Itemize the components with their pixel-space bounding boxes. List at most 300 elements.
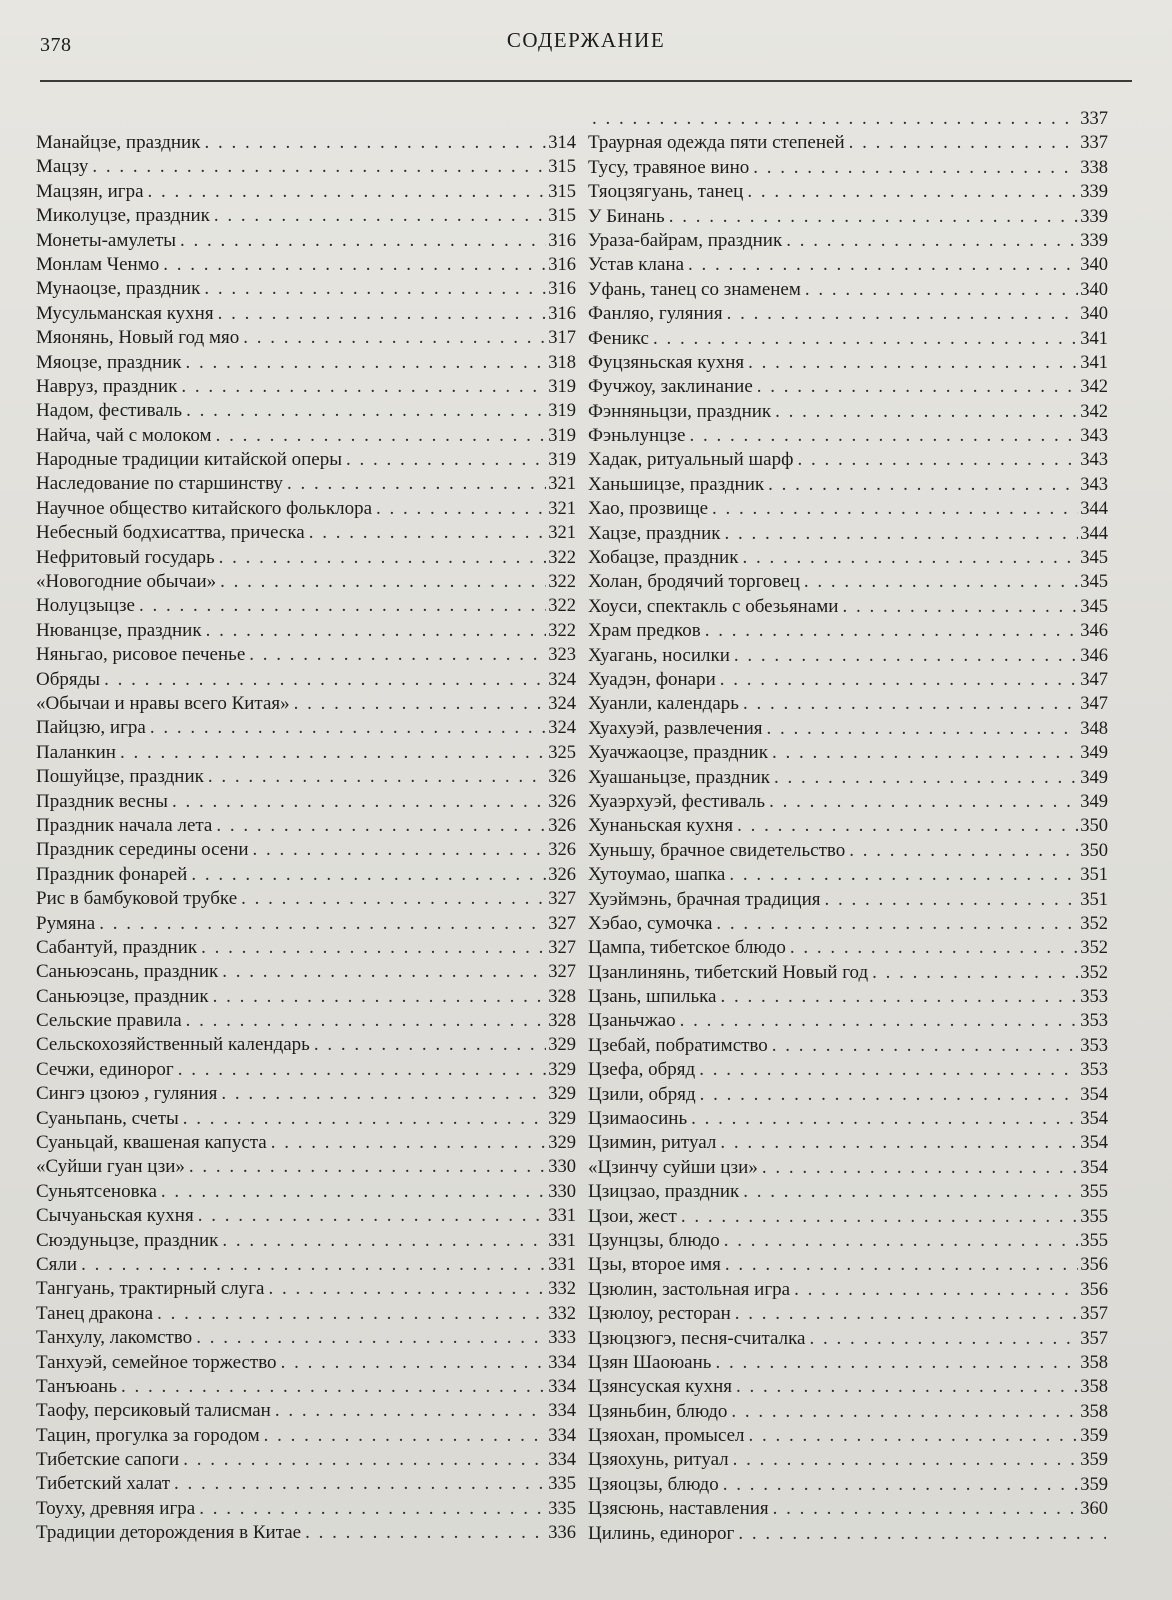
toc-entry-title: Манайцзе, праздник — [36, 132, 201, 153]
toc-entry-title: Ханьшицзе, праздник — [588, 473, 765, 495]
toc-entry — [588, 741, 1108, 765]
toc-entry-page: 337 — [1080, 133, 1108, 154]
toc-entry — [588, 1473, 1108, 1497]
toc-entry — [36, 155, 576, 179]
toc-entry-page: 343 — [1080, 450, 1108, 471]
toc-entry-title: Хуадэн, фонари — [588, 668, 716, 690]
dot-leader — [218, 302, 547, 326]
toc-entry-title: У Бинань — [588, 205, 665, 227]
toc-entry-title: Монлам Ченмо — [36, 253, 160, 275]
toc-entry-title: Сингэ цзоюэ , гуляния — [36, 1083, 218, 1105]
toc-entry — [588, 668, 1108, 692]
toc-entry-page: 327 — [548, 937, 576, 958]
toc-entry-page: 318 — [548, 352, 576, 373]
dot-leader — [762, 1156, 1078, 1180]
toc-entry-page: 358 — [1080, 1352, 1108, 1373]
toc-entry — [36, 1424, 576, 1448]
toc-entry-title: Небесный бодхисаттва, прическа — [36, 522, 305, 544]
dot-leader — [769, 790, 1078, 814]
toc-entry-title: Цзянсуская кухня — [588, 1376, 732, 1398]
toc-entry-page: 323 — [548, 645, 576, 666]
dot-leader — [824, 888, 1078, 912]
toc-entry-title: Хацзе, праздник — [588, 522, 721, 544]
toc-entry-title: Цзебай, побратимство — [588, 1034, 768, 1056]
dot-leader — [264, 1424, 547, 1448]
dot-leader — [691, 1107, 1078, 1131]
toc-entry-page: 330 — [548, 1157, 576, 1178]
toc-entry-page: 343 — [1080, 426, 1108, 447]
dot-leader — [196, 1326, 546, 1350]
toc-entry-page: 359 — [1080, 1426, 1108, 1447]
toc-entry-page: 358 — [1080, 1377, 1108, 1398]
toc-entry — [588, 961, 1108, 985]
toc-entry-title: Сычуаньская кухня — [36, 1205, 194, 1227]
toc-entry-page: 329 — [548, 1108, 576, 1129]
toc-entry-title: Тусу, травяное вино — [588, 156, 750, 178]
toc-entry-title: Танъюань — [36, 1375, 118, 1397]
toc-entry — [36, 863, 576, 887]
toc-entry-page: 349 — [1080, 743, 1108, 764]
toc-entry — [36, 1351, 576, 1375]
toc-entry-title: Сабантуй, праздник — [36, 936, 198, 958]
toc-entry-title: Мусульманская кухня — [36, 302, 214, 324]
toc-entry — [588, 1009, 1108, 1033]
toc-entry-page: 332 — [548, 1279, 576, 1300]
dot-leader — [198, 1204, 547, 1228]
toc-entry-title: Сечжи, единорог — [36, 1058, 174, 1080]
toc-entry — [36, 1058, 576, 1082]
toc-entry-title: Саньюэсань, праздник — [36, 961, 219, 983]
toc-entry-title: Хуагань, носилки — [588, 644, 730, 666]
toc-entry-page: 315 — [548, 206, 576, 227]
toc-entry — [36, 472, 576, 496]
toc-entry — [588, 497, 1108, 521]
toc-entry — [588, 912, 1108, 936]
toc-entry-page: 342 — [1080, 377, 1108, 398]
toc-entry-title: Мяоцзе, праздник — [36, 351, 182, 373]
toc-entry-title: Тибетские сапоги — [36, 1449, 180, 1471]
toc-entry — [36, 546, 576, 570]
dot-leader — [275, 1399, 546, 1423]
toc-entry — [36, 1375, 576, 1399]
toc-entry-page: 321 — [548, 523, 576, 544]
toc-entry-page: 329 — [548, 1035, 576, 1056]
toc-entry-title: Цзясюнь, наставления — [588, 1498, 769, 1520]
toc-entry — [588, 766, 1108, 790]
dot-leader — [222, 1229, 546, 1253]
toc-entry-title: Суаньпань, счеты — [36, 1107, 179, 1129]
toc-entry-title: Надом, фестиваль — [36, 400, 183, 422]
toc-entry — [36, 1326, 576, 1350]
dot-leader — [736, 1375, 1078, 1399]
dot-leader — [805, 278, 1078, 302]
dot-leader — [148, 180, 547, 204]
toc-entry — [588, 205, 1108, 229]
dot-leader — [735, 1302, 1078, 1326]
toc-entry-title: Мацзян, игра — [36, 180, 144, 202]
toc-entry — [36, 1399, 576, 1423]
toc-entry-title: Храм предков — [588, 620, 701, 642]
toc-entry-page: 322 — [548, 547, 576, 568]
toc-entry-page: 324 — [548, 669, 576, 690]
toc-entry — [36, 741, 576, 765]
toc-entry-page: 339 — [1080, 230, 1108, 251]
toc-entry — [36, 302, 576, 326]
toc-entry-title: Праздник середины осени — [36, 839, 249, 861]
toc-entry — [36, 887, 576, 911]
dot-leader — [220, 570, 546, 594]
toc-entry — [36, 277, 576, 301]
dot-leader — [720, 985, 1078, 1009]
toc-entry-title: Хуахуэй, развлечения — [588, 717, 763, 739]
toc-entry — [588, 253, 1108, 277]
dot-leader — [178, 1058, 547, 1082]
toc-entry-title: Цзунцзы, блюдо — [588, 1229, 720, 1251]
page-number: 378 — [40, 34, 72, 56]
toc-entry-page: 322 — [548, 620, 576, 641]
header-rule — [40, 80, 1132, 82]
dot-leader — [849, 131, 1079, 155]
toc-entry — [588, 1058, 1108, 1082]
toc-entry — [36, 424, 576, 448]
dot-leader — [705, 619, 1079, 643]
dot-leader — [219, 546, 547, 570]
toc-entry — [36, 1180, 576, 1204]
toc-entry-title: Устав клана — [588, 254, 685, 276]
toc-entry-page: 340 — [1080, 279, 1108, 300]
toc-entry — [36, 1521, 576, 1545]
toc-entry-page: 360 — [1080, 1499, 1108, 1520]
dot-leader — [186, 1009, 547, 1033]
toc-entry-page: 328 — [548, 1011, 576, 1032]
toc-entry-title: Сельские правила — [36, 1010, 182, 1032]
toc-entry-title: Цзюлин, застольная игра — [588, 1278, 791, 1300]
toc-entry-page: 344 — [1080, 523, 1108, 544]
toc-entry-page: 342 — [1080, 401, 1108, 422]
dot-leader — [690, 424, 1079, 448]
toc-entry-page: 331 — [548, 1206, 576, 1227]
toc-entry-page: 321 — [548, 498, 576, 519]
toc-entry — [36, 1497, 576, 1521]
dot-leader — [376, 497, 546, 521]
toc-entry — [588, 448, 1108, 472]
toc-entry — [36, 985, 576, 1009]
toc-entry-title: Праздник фонарей — [36, 863, 188, 885]
toc-entry-page: 350 — [1080, 840, 1108, 861]
toc-entry — [36, 399, 576, 423]
dot-leader — [724, 1229, 1079, 1253]
toc-entry-title: Тацин, прогулка за городом — [36, 1424, 260, 1446]
dot-leader — [208, 765, 546, 789]
toc-entry-page: 326 — [548, 815, 576, 836]
dot-leader — [775, 400, 1078, 424]
dot-leader — [716, 912, 1078, 936]
toc-entry-title: Праздник весны — [36, 790, 168, 812]
toc-entry-title: Хутоумао, шапка — [588, 864, 726, 886]
toc-entry — [36, 570, 576, 594]
dot-leader — [243, 326, 546, 350]
dot-leader — [592, 107, 1078, 131]
toc-entry-page: 347 — [1080, 669, 1108, 690]
toc-entry — [588, 644, 1108, 668]
toc-entry-title: Тяоцзягуань, танец — [588, 181, 744, 203]
dot-leader — [253, 838, 547, 862]
toc-entry-title: Мацзу — [36, 156, 89, 178]
toc-entry-page: 316 — [548, 303, 576, 324]
toc-entry-title: Цзань, шпилька — [588, 986, 717, 1008]
toc-entry-title: Цзили, обряд — [588, 1083, 696, 1105]
dot-leader — [688, 253, 1078, 277]
dot-leader — [794, 1278, 1078, 1302]
toc-entry-page: 353 — [1080, 1011, 1108, 1032]
toc-entry-page: 344 — [1080, 499, 1108, 520]
dot-leader — [790, 936, 1078, 960]
dot-leader — [214, 204, 546, 228]
toc-entry — [588, 1522, 1108, 1546]
dot-leader — [699, 1058, 1078, 1082]
dot-leader — [92, 155, 546, 179]
dot-leader — [172, 790, 546, 814]
toc-entry — [36, 912, 576, 936]
toc-entry-page: 316 — [548, 279, 576, 300]
toc-entry-title: Цзои, жест — [588, 1205, 677, 1227]
toc-entry-title: Цзяньбин, блюдо — [588, 1400, 728, 1422]
toc-entry — [36, 594, 576, 618]
dot-leader — [733, 1448, 1079, 1472]
toc-entry-title: Рис в бамбуковой трубке — [36, 888, 238, 910]
toc-entry — [588, 1302, 1108, 1326]
toc-entry — [588, 888, 1108, 912]
toc-entry-page: 334 — [548, 1352, 576, 1373]
toc-entry-page: 345 — [1080, 572, 1108, 593]
dot-leader — [804, 570, 1078, 594]
toc-entry — [36, 1204, 576, 1228]
toc-entry — [36, 326, 576, 350]
dot-leader — [81, 1253, 546, 1277]
toc-entry — [36, 1009, 576, 1033]
toc-entry-page: 315 — [548, 157, 576, 178]
toc-entry — [36, 1277, 576, 1301]
toc-entry-title: Ураза-байрам, праздник — [588, 229, 783, 251]
toc-entry-page: 354 — [1080, 1109, 1108, 1130]
toc-right-column — [588, 107, 1108, 1546]
toc-entry — [588, 1278, 1108, 1302]
toc-entry-title: Няньгао, рисовое печенье — [36, 644, 246, 666]
toc-entry-title: Цампа, тибетское блюдо — [588, 937, 786, 959]
toc-entry-page: 359 — [1080, 1474, 1108, 1495]
toc-entry-title: Цзяоцзы, блюдо — [588, 1473, 719, 1495]
toc-entry-title: Суньятсеновка — [36, 1180, 157, 1202]
toc-entry-page: 351 — [1080, 865, 1108, 886]
toc-entry-page: 352 — [1080, 913, 1108, 934]
toc-entry — [588, 790, 1108, 814]
toc-entry — [36, 1302, 576, 1326]
dot-leader — [163, 253, 546, 277]
toc-entry-title: Нефритовый государь — [36, 546, 215, 568]
toc-entry — [588, 375, 1108, 399]
dot-leader — [768, 473, 1078, 497]
toc-entry — [36, 229, 576, 253]
toc-entry-page: 319 — [548, 401, 576, 422]
toc-entry — [588, 1253, 1108, 1277]
toc-entry — [588, 1180, 1108, 1204]
toc-entry-title: Монеты-амулеты — [36, 229, 177, 251]
toc-entry-page: 354 — [1080, 1084, 1108, 1105]
toc-entry-title: Тибетский халат — [36, 1473, 171, 1495]
toc-entry — [36, 692, 576, 716]
toc-entry — [36, 375, 576, 399]
dot-leader — [809, 1327, 1078, 1351]
toc-entry-page: 329 — [548, 1084, 576, 1105]
toc-entry-page: 316 — [548, 230, 576, 251]
toc-entry-title: Румяна — [36, 912, 96, 934]
toc-entry-title: Хадак, ритуальный шарф — [588, 449, 794, 471]
toc-entry — [588, 1205, 1108, 1229]
toc-entry-title: Хуачжаоцзе, праздник — [588, 742, 768, 764]
toc-entry — [588, 351, 1108, 375]
toc-entry — [36, 1107, 576, 1131]
toc-entry-page: 329 — [548, 1059, 576, 1080]
toc-entry-page: 319 — [548, 376, 576, 397]
toc-entry — [588, 1034, 1108, 1058]
toc-entry — [588, 1083, 1108, 1107]
dot-leader — [749, 1424, 1079, 1448]
toc-entry-title: Суаньцай, квашеная капуста — [36, 1132, 267, 1154]
dot-leader — [287, 472, 546, 496]
toc-entry — [588, 1497, 1108, 1521]
dot-leader — [199, 1497, 546, 1521]
toc-entry-page: 334 — [548, 1450, 576, 1471]
dot-leader — [183, 1107, 546, 1131]
toc-entry-page: 350 — [1080, 816, 1108, 837]
toc-entry — [588, 229, 1108, 253]
toc-entry — [36, 521, 576, 545]
toc-entry — [588, 595, 1108, 619]
toc-entry-title: Хэбао, сумочка — [588, 912, 713, 934]
toc-entry-page: 358 — [1080, 1401, 1108, 1422]
toc-entry-title: Сельскохозяйственный календарь — [36, 1034, 310, 1056]
toc-entry-page: 334 — [548, 1376, 576, 1397]
toc-entry-title: Нюванцзе, праздник — [36, 619, 202, 641]
dot-leader — [725, 1253, 1078, 1277]
toc-entry-page: 335 — [548, 1498, 576, 1519]
toc-entry-title: Пошуйцзе, праздник — [36, 766, 204, 788]
toc-entry — [588, 522, 1108, 546]
toc-entry-page: 322 — [548, 596, 576, 617]
toc-entry-page: 341 — [1080, 328, 1108, 349]
toc-entry-title: Хао, прозвище — [588, 498, 709, 520]
toc-entry — [588, 936, 1108, 960]
toc-entry — [588, 1448, 1108, 1472]
toc-entry — [36, 1472, 576, 1496]
toc-entry-title: Уфань, танец со знаменем — [588, 278, 801, 300]
toc-left-column — [36, 131, 576, 1546]
toc-entry-title: Хуанли, календарь — [588, 693, 739, 715]
toc-entry-page: 353 — [1080, 987, 1108, 1008]
dot-leader — [731, 1400, 1078, 1424]
toc-entry-page: 339 — [1080, 182, 1108, 203]
running-title: СОДЕРЖАНИЕ — [506, 28, 666, 52]
toc-entry-page: 347 — [1080, 694, 1108, 715]
dot-leader — [729, 863, 1078, 887]
dot-leader — [772, 1034, 1078, 1058]
dot-leader — [216, 424, 547, 448]
toc-entry-page: 331 — [548, 1230, 576, 1251]
dot-leader — [222, 960, 546, 984]
dot-leader — [204, 131, 546, 155]
dot-leader — [786, 229, 1078, 253]
dot-leader — [216, 814, 546, 838]
toc-entry-page: 352 — [1080, 938, 1108, 959]
toc-entry — [588, 1131, 1108, 1155]
toc-entry-title: Хобацзе, праздник — [588, 547, 739, 569]
toc-entry-title: Цзюлоу, ресторан — [588, 1303, 731, 1325]
toc-entry — [588, 814, 1108, 838]
dot-leader — [305, 1521, 546, 1545]
dot-leader — [720, 1131, 1078, 1155]
toc-entry-page: 315 — [548, 181, 576, 202]
dot-leader — [747, 180, 1078, 204]
dot-leader — [213, 985, 547, 1009]
dot-leader — [268, 1277, 546, 1301]
toc-entry — [36, 1082, 576, 1106]
toc-entry-page: 354 — [1080, 1133, 1108, 1154]
toc-entry-title: Цзаньчжао — [588, 1010, 676, 1032]
toc-entry — [36, 668, 576, 692]
dot-leader — [757, 375, 1078, 399]
toc-entry-page: 332 — [548, 1303, 576, 1324]
dot-leader — [189, 1155, 546, 1179]
toc-entry-page: 354 — [1080, 1157, 1108, 1178]
toc-entry-title: Паланкин — [36, 741, 116, 763]
dot-leader — [681, 1205, 1078, 1229]
toc-entry — [36, 814, 576, 838]
toc-entry-page: 329 — [548, 1133, 576, 1154]
toc-entry-page: 321 — [548, 474, 576, 495]
toc-entry — [36, 497, 576, 521]
toc-entry — [36, 204, 576, 228]
toc-entry — [36, 936, 576, 960]
toc-entry-title: Народные традиции китайской оперы — [36, 449, 342, 471]
toc-entry — [588, 985, 1108, 1009]
toc-entry-page: 325 — [548, 742, 576, 763]
toc-entry-title: Феникс — [588, 327, 649, 349]
toc-entry-title: Мяонянь, Новый год мяо — [36, 327, 240, 349]
toc-entry — [588, 156, 1108, 180]
toc-entry-title: Тоуху, древняя игра — [36, 1497, 196, 1519]
dot-leader — [271, 1131, 547, 1155]
toc-entry-page: 327 — [548, 962, 576, 983]
toc-entry-title: «Цзинчу суйши цзи» — [588, 1156, 758, 1178]
toc-entry — [588, 424, 1108, 448]
dot-leader — [712, 497, 1078, 521]
dot-leader — [281, 1351, 547, 1375]
toc-entry — [36, 1448, 576, 1472]
dot-leader — [774, 766, 1078, 790]
dot-leader — [161, 1180, 546, 1204]
toc-entry-page: 338 — [1080, 157, 1108, 178]
dot-leader — [309, 521, 547, 545]
toc-entry-page: 324 — [548, 718, 576, 739]
toc-entry — [588, 1327, 1108, 1351]
dot-leader — [723, 1473, 1079, 1497]
toc-entry-page: 336 — [548, 1523, 576, 1544]
dot-leader — [734, 644, 1078, 668]
toc-entry-page: 348 — [1080, 718, 1108, 739]
toc-entry-title: Найча, чай с молоком — [36, 424, 212, 446]
dot-leader — [725, 522, 1079, 546]
dot-leader — [186, 399, 546, 423]
